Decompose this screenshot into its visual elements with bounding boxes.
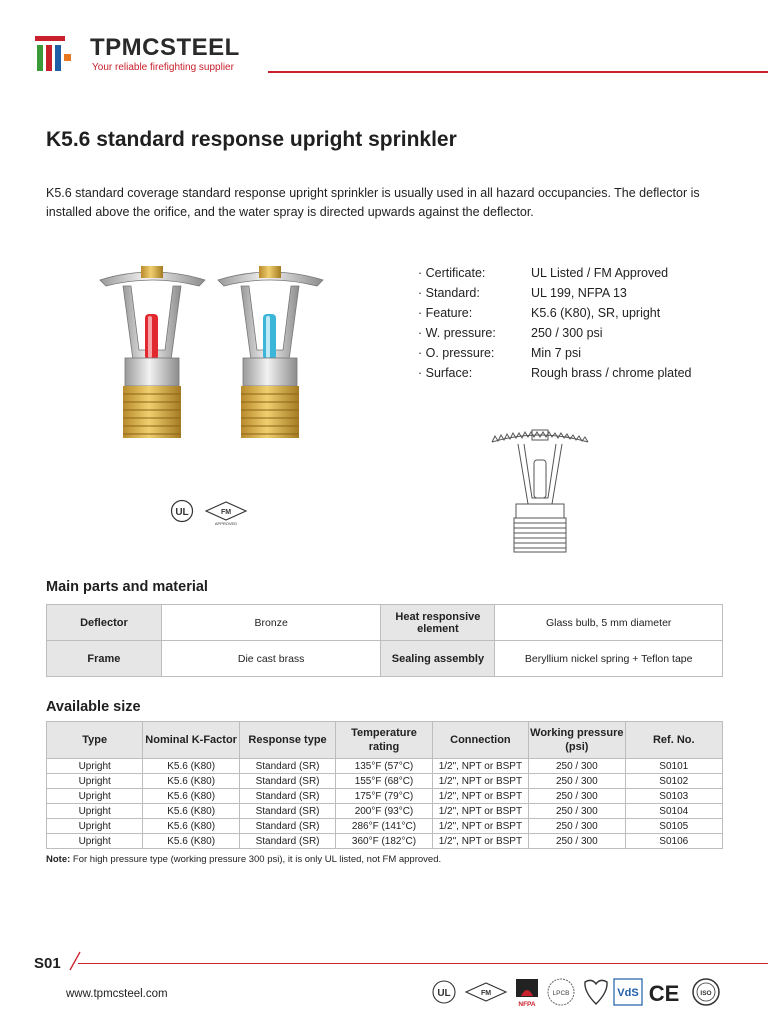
table-cell: Upright	[47, 789, 143, 804]
table-cell: K5.6 (K80)	[143, 759, 239, 774]
certification-logos	[430, 976, 730, 1008]
quality-mark-icon	[585, 980, 607, 1004]
column-header: Type	[47, 722, 143, 759]
svg-text:VdS: VdS	[617, 987, 639, 999]
table-row	[47, 774, 723, 789]
table-cell: K5.6 (K80)	[143, 789, 239, 804]
table-cell: S0102	[625, 774, 722, 789]
table-cell: 250 / 300	[529, 834, 625, 849]
spec-label: · W. pressure:	[418, 326, 496, 340]
svg-text:FM: FM	[480, 990, 492, 997]
column-header: Connection	[432, 722, 528, 759]
fm-logo-icon	[466, 983, 506, 1001]
svg-text:UL: UL	[437, 988, 451, 999]
sizes-table	[46, 721, 723, 849]
spec-label: · Feature:	[418, 306, 473, 320]
parts-heading: Main parts and material	[46, 579, 208, 595]
page-slash-icon	[68, 950, 88, 972]
table-row	[47, 789, 723, 804]
table-cell: S0101	[625, 759, 722, 774]
svg-text:UL: UL	[175, 507, 189, 518]
spec-label: · O. pressure:	[418, 346, 495, 360]
table-cell: 1/2", NPT or BSPT	[432, 789, 528, 804]
table-cell: K5.6 (K80)	[143, 819, 239, 834]
website-url: www.tpmcsteel.com	[66, 988, 168, 1000]
table-cell: 250 / 300	[529, 759, 625, 774]
footer-divider	[78, 963, 768, 964]
table-cell: 135°F (57°C)	[336, 759, 432, 774]
table-cell: 200°F (93°C)	[336, 804, 432, 819]
table-cell: Upright	[47, 804, 143, 819]
note-label: Note:	[46, 854, 71, 865]
table-cell: 175°F (79°C)	[336, 789, 432, 804]
spec-value: Rough brass / chrome plated	[531, 366, 692, 380]
sprinkler-line-drawing	[488, 426, 592, 554]
table-cell: 286°F (141°C)	[336, 819, 432, 834]
ce-mark-icon	[649, 981, 680, 1006]
table-cell: 250 / 300	[529, 774, 625, 789]
svg-text:APPROVED: APPROVED	[214, 521, 238, 526]
table-cell: Standard (SR)	[239, 789, 335, 804]
table-cell: 1/2", NPT or BSPT	[432, 759, 528, 774]
parts-table	[46, 604, 723, 677]
svg-text:FM: FM	[220, 509, 232, 516]
table-cell: 250 / 300	[529, 819, 625, 834]
table-cell: Upright	[47, 819, 143, 834]
column-header: Nominal K-Factor	[143, 722, 239, 759]
ul-logo-icon	[433, 981, 455, 1003]
svg-text:CE: CE	[648, 981, 680, 1006]
tpmcsteel-logo-icon	[35, 36, 75, 72]
page-number: S01	[34, 955, 61, 972]
table-cell: 1/2", NPT or BSPT	[432, 804, 528, 819]
size-note	[46, 854, 441, 865]
spec-label: · Surface:	[418, 366, 473, 380]
page-title: K5.6 standard response upright sprinkler	[46, 128, 457, 151]
table-cell: 1/2", NPT or BSPT	[432, 834, 528, 849]
spec-value: UL 199, NFPA 13	[531, 286, 627, 300]
table-cell: Standard (SR)	[239, 774, 335, 789]
spec-value: UL Listed / FM Approved	[531, 266, 669, 280]
brand-name: TPMCSTEEL	[90, 34, 240, 61]
table-cell: S0105	[625, 819, 722, 834]
svg-text:NFPA: NFPA	[518, 1001, 536, 1008]
fm-approved-logo-icon	[203, 500, 249, 526]
spec-label: · Certificate:	[418, 266, 486, 280]
table-cell: S0106	[625, 834, 722, 849]
lpcb-logo-icon	[548, 979, 574, 1005]
table-cell: 360°F (182°C)	[336, 834, 432, 849]
table-cell: Standard (SR)	[239, 819, 335, 834]
spec-value: 250 / 300 psi	[531, 326, 603, 340]
part-material: Die cast brass	[161, 641, 381, 677]
table-cell: Standard (SR)	[239, 804, 335, 819]
table-cell: K5.6 (K80)	[143, 804, 239, 819]
table-cell: K5.6 (K80)	[143, 834, 239, 849]
sprinkler-red-bulb-image	[95, 262, 210, 442]
table-cell: Standard (SR)	[239, 834, 335, 849]
column-header: Response type	[239, 722, 335, 759]
table-cell: S0104	[625, 804, 722, 819]
table-cell: Standard (SR)	[239, 759, 335, 774]
column-header: Ref. No.	[625, 722, 722, 759]
part-name: Heat responsive element	[381, 605, 495, 641]
spec-value: Min 7 psi	[531, 346, 582, 360]
table-cell: 1/2", NPT or BSPT	[432, 774, 528, 789]
nfpa-logo-icon	[516, 979, 538, 1008]
part-name: Sealing assembly	[381, 641, 495, 677]
table-row	[47, 834, 723, 849]
header-divider	[268, 71, 768, 73]
svg-text:ISO: ISO	[700, 990, 712, 997]
part-material: Beryllium nickel spring + Teflon tape	[495, 641, 723, 677]
table-cell: K5.6 (K80)	[143, 774, 239, 789]
column-header: Working pressure (psi)	[529, 722, 625, 759]
part-material: Bronze	[161, 605, 381, 641]
note-text: For high pressure type (working pressure 300 psi), it is only UL listed, not FM approved.	[70, 854, 442, 865]
part-material: Glass bulb, 5 mm diameter	[495, 605, 723, 641]
table-row	[47, 605, 723, 641]
table-header-row	[47, 722, 723, 759]
spec-label: · Standard:	[418, 286, 480, 300]
part-name: Deflector	[47, 605, 162, 641]
table-cell: 250 / 300	[529, 789, 625, 804]
table-row	[47, 804, 723, 819]
table-cell: 1/2", NPT or BSPT	[432, 819, 528, 834]
table-row	[47, 759, 723, 774]
table-cell: 250 / 300	[529, 804, 625, 819]
svg-text:LPCB: LPCB	[552, 990, 570, 997]
part-name: Frame	[47, 641, 162, 677]
table-cell: Upright	[47, 774, 143, 789]
brand-tagline: Your reliable firefighting supplier	[92, 62, 234, 73]
table-cell: 155°F (68°C)	[336, 774, 432, 789]
spec-value: K5.6 (K80), SR, upright	[531, 306, 661, 320]
sizes-heading: Available size	[46, 699, 141, 715]
sprinkler-blue-bulb-image	[213, 262, 328, 442]
table-cell: S0103	[625, 789, 722, 804]
ul-listed-logo-icon	[170, 498, 194, 524]
vds-logo-icon	[614, 979, 642, 1005]
iso-logo-icon	[693, 979, 719, 1005]
column-header: Temperature rating	[336, 722, 432, 759]
table-cell: Upright	[47, 759, 143, 774]
table-cell: Upright	[47, 834, 143, 849]
table-row	[47, 641, 723, 677]
table-row	[47, 819, 723, 834]
intro-paragraph: K5.6 standard coverage standard response upright sprinkler is usually used in all hazard occupancies. The deflector is installed above the orifice, and the water spray is directed upwards against the deflector.	[46, 186, 700, 219]
